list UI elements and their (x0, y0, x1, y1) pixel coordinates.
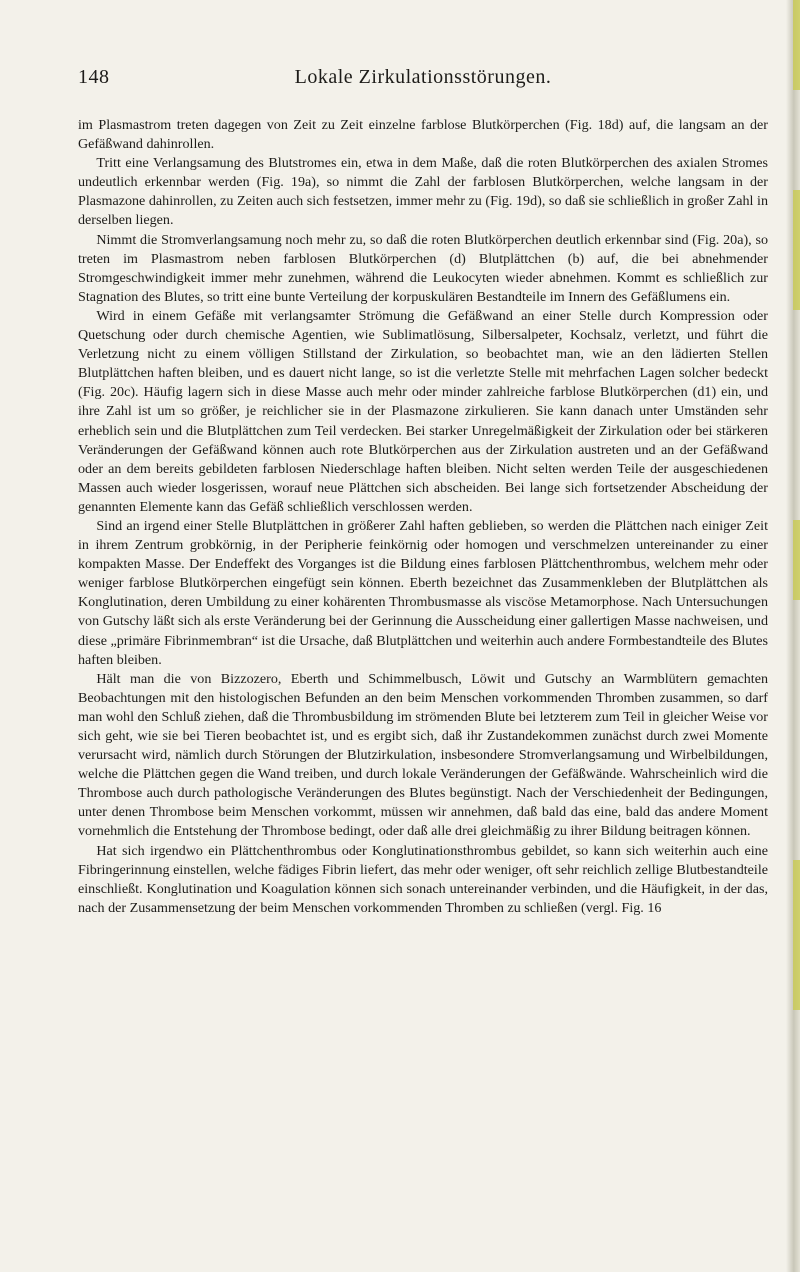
paragraph: Sind an irgend einer Stelle Blutplättchen in größerer Zahl haften geblieben, so werden die Plättchen nach einiger Zeit in ihrem Zentrum grobkörnig, in der Peripherie feinkörnig oder homogen und verschmelzen untereinander zu einer kompakten Masse. Der Endeffekt des Vorganges ist die Bildung eines farblosen Plättchenthrombus, welchem mehr oder weniger farblose Blutkörperchen eingefügt sein können. Eberth bezeichnet das Zusammenkleben der Blutplättchen als Konglutination, deren Umbildung zu einer kohärenten Thrombusmasse als viscöse Metamorphose. Nach Untersuchungen von Gutschy läßt sich als erste Veränderung bei der Gerinnung die Ausscheidung einer gallertigen Masse nachweisen, und diese „primäre Fibrinmembran“ ist die Ursache, daß Blutplättchen und weiterhin auch andere Formbestandteile des Blutes haften bleiben. (78, 517, 768, 668)
paragraph: Nimmt die Stromverlangsamung noch mehr zu, so daß die roten Blutkörperchen deutlich erkennbar sind (Fig. 20a), so treten im Plasmastrom neben farblosen Blutkörperchen (d) Blutplättchen (b) auf, die bei abnehmender Stromgeschwindigkeit immer mehr zunehmen, während die Leukocyten wieder abnehmen. Kommt es schließlich zur Stagnation des Blutes, so tritt eine bunte Verteilung der korpuskulären Bestandteile im Innern des Gefäßlumens ein. (78, 231, 768, 305)
page-number: 148 (78, 66, 110, 88)
edge-marker (793, 0, 800, 90)
paragraph: Hält man die von Bizzozero, Eberth und Schimmelbusch, Löwit und Gutschy an Warmblütern gemachten Beobachtungen mit den histologischen Befunden an den beim Menschen vorkommenden Thromben zusammen, so darf man wohl den Schluß ziehen, daß die Thrombusbildung im strömenden Blute bei letzterem zum Teil in gleicher Weise vor sich geht, wie sie bei Tieren beobachtet ist, und es ergibt sich, daß ihr Zustandekommen zunächst durch zwei Momente verursacht wird, nämlich durch Störungen der Blutzirkulation, insbesondere Stromverlangsamung und Wirbelbildungen, welche die Plättchen gegen die Wand treiben, und durch lokale Veränderungen der Gefäßwände. Wahrscheinlich wird die Thrombose auch durch pathologische Veränderungen des Blutes begünstigt. Nach der Verschiedenheit der Bedingungen, unter denen Thrombose beim Menschen vorkommt, müssen wir annehmen, daß bald das eine, bald das andere Moment vornehmlich die Entstehung der Thrombose bedingt, oder daß alle drei gleichmäßig zu ihrer Bildung beitragen können. (78, 670, 768, 840)
edge-marker (793, 190, 800, 310)
paragraph: Wird in einem Gefäße mit verlangsamter Strömung die Gefäßwand an einer Stelle durch Kompression oder Quetschung oder durch chemische Agentien, wie Sublimatlösung, Silbersalpeter, Kochsalz, verletzt, und führt die Verletzung nicht zu einem völligen Stillstand der Zirkulation, so beobachtet man, wie an den lädierten Stellen Blutplättchen haften bleiben, und es dauert nicht lange, so ist die verletzte Stelle mit mehrfachen Lagen solcher bedeckt (Fig. 20c). Häufig lagern sich in diese Masse auch mehr oder minder zahlreiche farblose Blutkörperchen (d1) ein, und ihre Zahl ist um so größer, je reichlicher sie in der Plasmazone zirkulieren. Sie kann danach unter Umständen sehr erheblich sein und die Blutplättchen zum Teil verdecken. Bei starker Unregelmäßigkeit der Zirkulation oder bei stärkeren Veränderungen der Gefäßwand können auch rote Blutkörperchen aus der Zirkulation austreten und an der Gefäßwand oder an dem bereits gebildeten farblosen Niederschlage haften bleiben. Nicht selten werden Teile der ausgeschiedenen Massen auch wieder losgerissen, worauf neue Plättchen sich abscheiden. Bei lange sich fortsetzender Abscheidung der genannten Elemente kann das Gefäß schließlich verschlossen werden. (78, 307, 768, 515)
paragraph: im Plasmastrom treten dagegen von Zeit zu Zeit einzelne farblose Blutkörperchen (Fig. 18d) auf, die langsam an der Gefäßwand dahinrollen. (78, 117, 768, 153)
body-text (78, 116, 768, 918)
paragraph: Hat sich irgendwo ein Plättchenthrombus oder Konglutinationsthrombus gebildet, so kann sich weiterhin auch eine Fibringerinnung einstellen, welche fädiges Fibrin liefert, das mehr oder weniger, oft sehr reichlich zellige Blutbestandteile einschließt. Konglutination und Koagulation können sich sonach untereinander verbinden, und die Häufigkeit, in der das, nach der Zusammensetzung der beim Menschen vorkommenden Thromben zu schließen (vergl. Fig. 16 (78, 842, 768, 916)
edge-marker (793, 520, 800, 600)
page-header (78, 66, 768, 94)
paragraph: Tritt eine Verlangsamung des Blutstromes ein, etwa in dem Maße, daß die roten Blutkörperchen des axialen Stromes undeutlich erkennbar werden (Fig. 19a), so nimmt die Zahl der farblosen Blutkörperchen, welche langsam in der Plasmazone dahinrollen, zu Zeiten auch sich festsetzen, immer mehr zu (Fig. 19d), so daß sie schließlich in großer Zahl in derselben liegen. (78, 155, 768, 229)
edge-marker (793, 860, 800, 1010)
running-title: Lokale Zirkulationsstörungen. (294, 66, 552, 88)
